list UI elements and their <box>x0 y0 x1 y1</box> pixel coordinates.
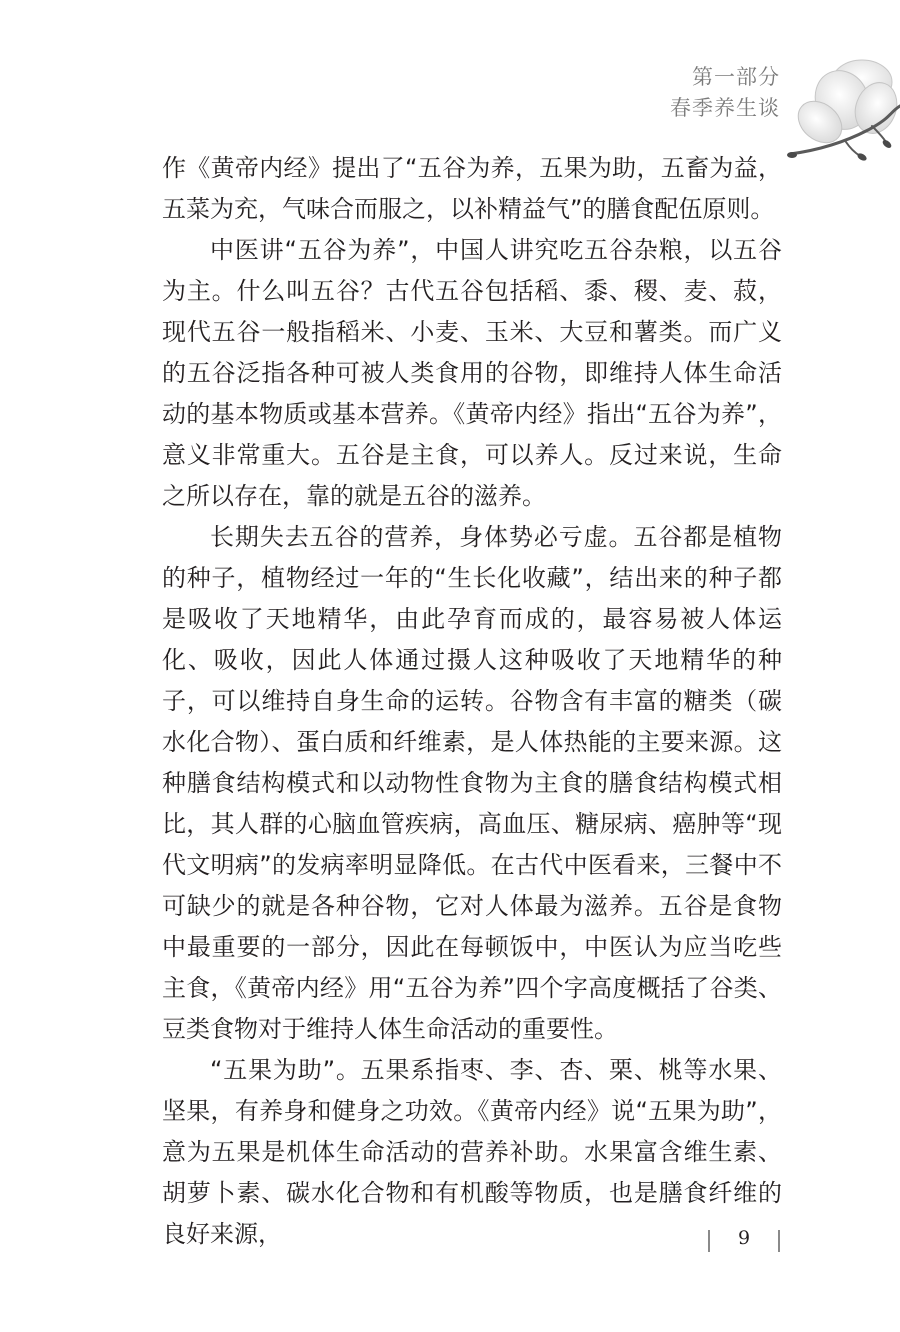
paragraph-continued: 作《黄帝内经》提出了“五谷为养，五果为助，五畜为益，五菜为充，气味合而服之，以补精益气”的膳食配伍原则。 <box>162 154 782 223</box>
paragraph-five-grains: 中医讲“五谷为养”，中国人讲究吃五谷杂粮，以五谷为主。什么叫五谷？古代五谷包括稻、黍、稷、麦、菽，现代五谷一般指稻米、小麦、玉米、大豆和薯类。而广义的五谷泛指各种可被人类食用的谷物，即维持人体生命活动的基本物质或基本营养。《黄帝内经》指出“五谷为养”，意义非常重大。五谷是主食，可以养人。反过来说，生命之所以存在，靠的就是五谷的滋养。 <box>162 236 782 510</box>
footer-divider-right <box>778 1230 780 1252</box>
body-text <box>162 148 782 1255</box>
page-footer <box>708 1226 780 1258</box>
paragraph-grain-nutrition: 长期失去五谷的营养，身体势必亏虚。五谷都是植物的种子，植物经过一年的“生长化收藏”，结出来的种子都是吸收了天地精华，由此孕育而成的，最容易被人体运化、吸收，因此人体通过摄人这种吸收了天地精华的种子，可以维持自身生命的运转。谷物含有丰富的糖类（碳水化合物）、蛋白质和纤维素，是人体热能的主要来源。这种膳食结构模式和以动物性食物为主食的膳食结构模式相比，其人群的心脑血管疾病，高血压、糖尿病、癌肿等“现代文明病”的发病率明显降低。在古代中医看来，三餐中不可缺少的就是各种谷物，它对人体最为滋养。五谷是食物中最重要的一部分，因此在每顿饭中，中医认为应当吃些主食，《黄帝内经》用“五谷为养”四个字高度概括了谷类、豆类食物对于维持人体生命活动的重要性。 <box>162 523 782 1043</box>
header-part-label: 第一部分 <box>692 65 780 89</box>
paragraph-five-fruits: “五果为助”。五果系指枣、李、杏、栗、桃等水果、坚果，有养身和健身之功效。《黄帝内经》说“五果为助”，意为五果是机体生命活动的营养补助。水果富含维生素、胡萝卜素、碳水化合物和有机酸等物质，也是膳食纤维的良好来源， <box>162 1056 782 1248</box>
page-number: 9 <box>737 1227 751 1249</box>
header-chapter-title: 春季养生谈 <box>670 96 780 120</box>
